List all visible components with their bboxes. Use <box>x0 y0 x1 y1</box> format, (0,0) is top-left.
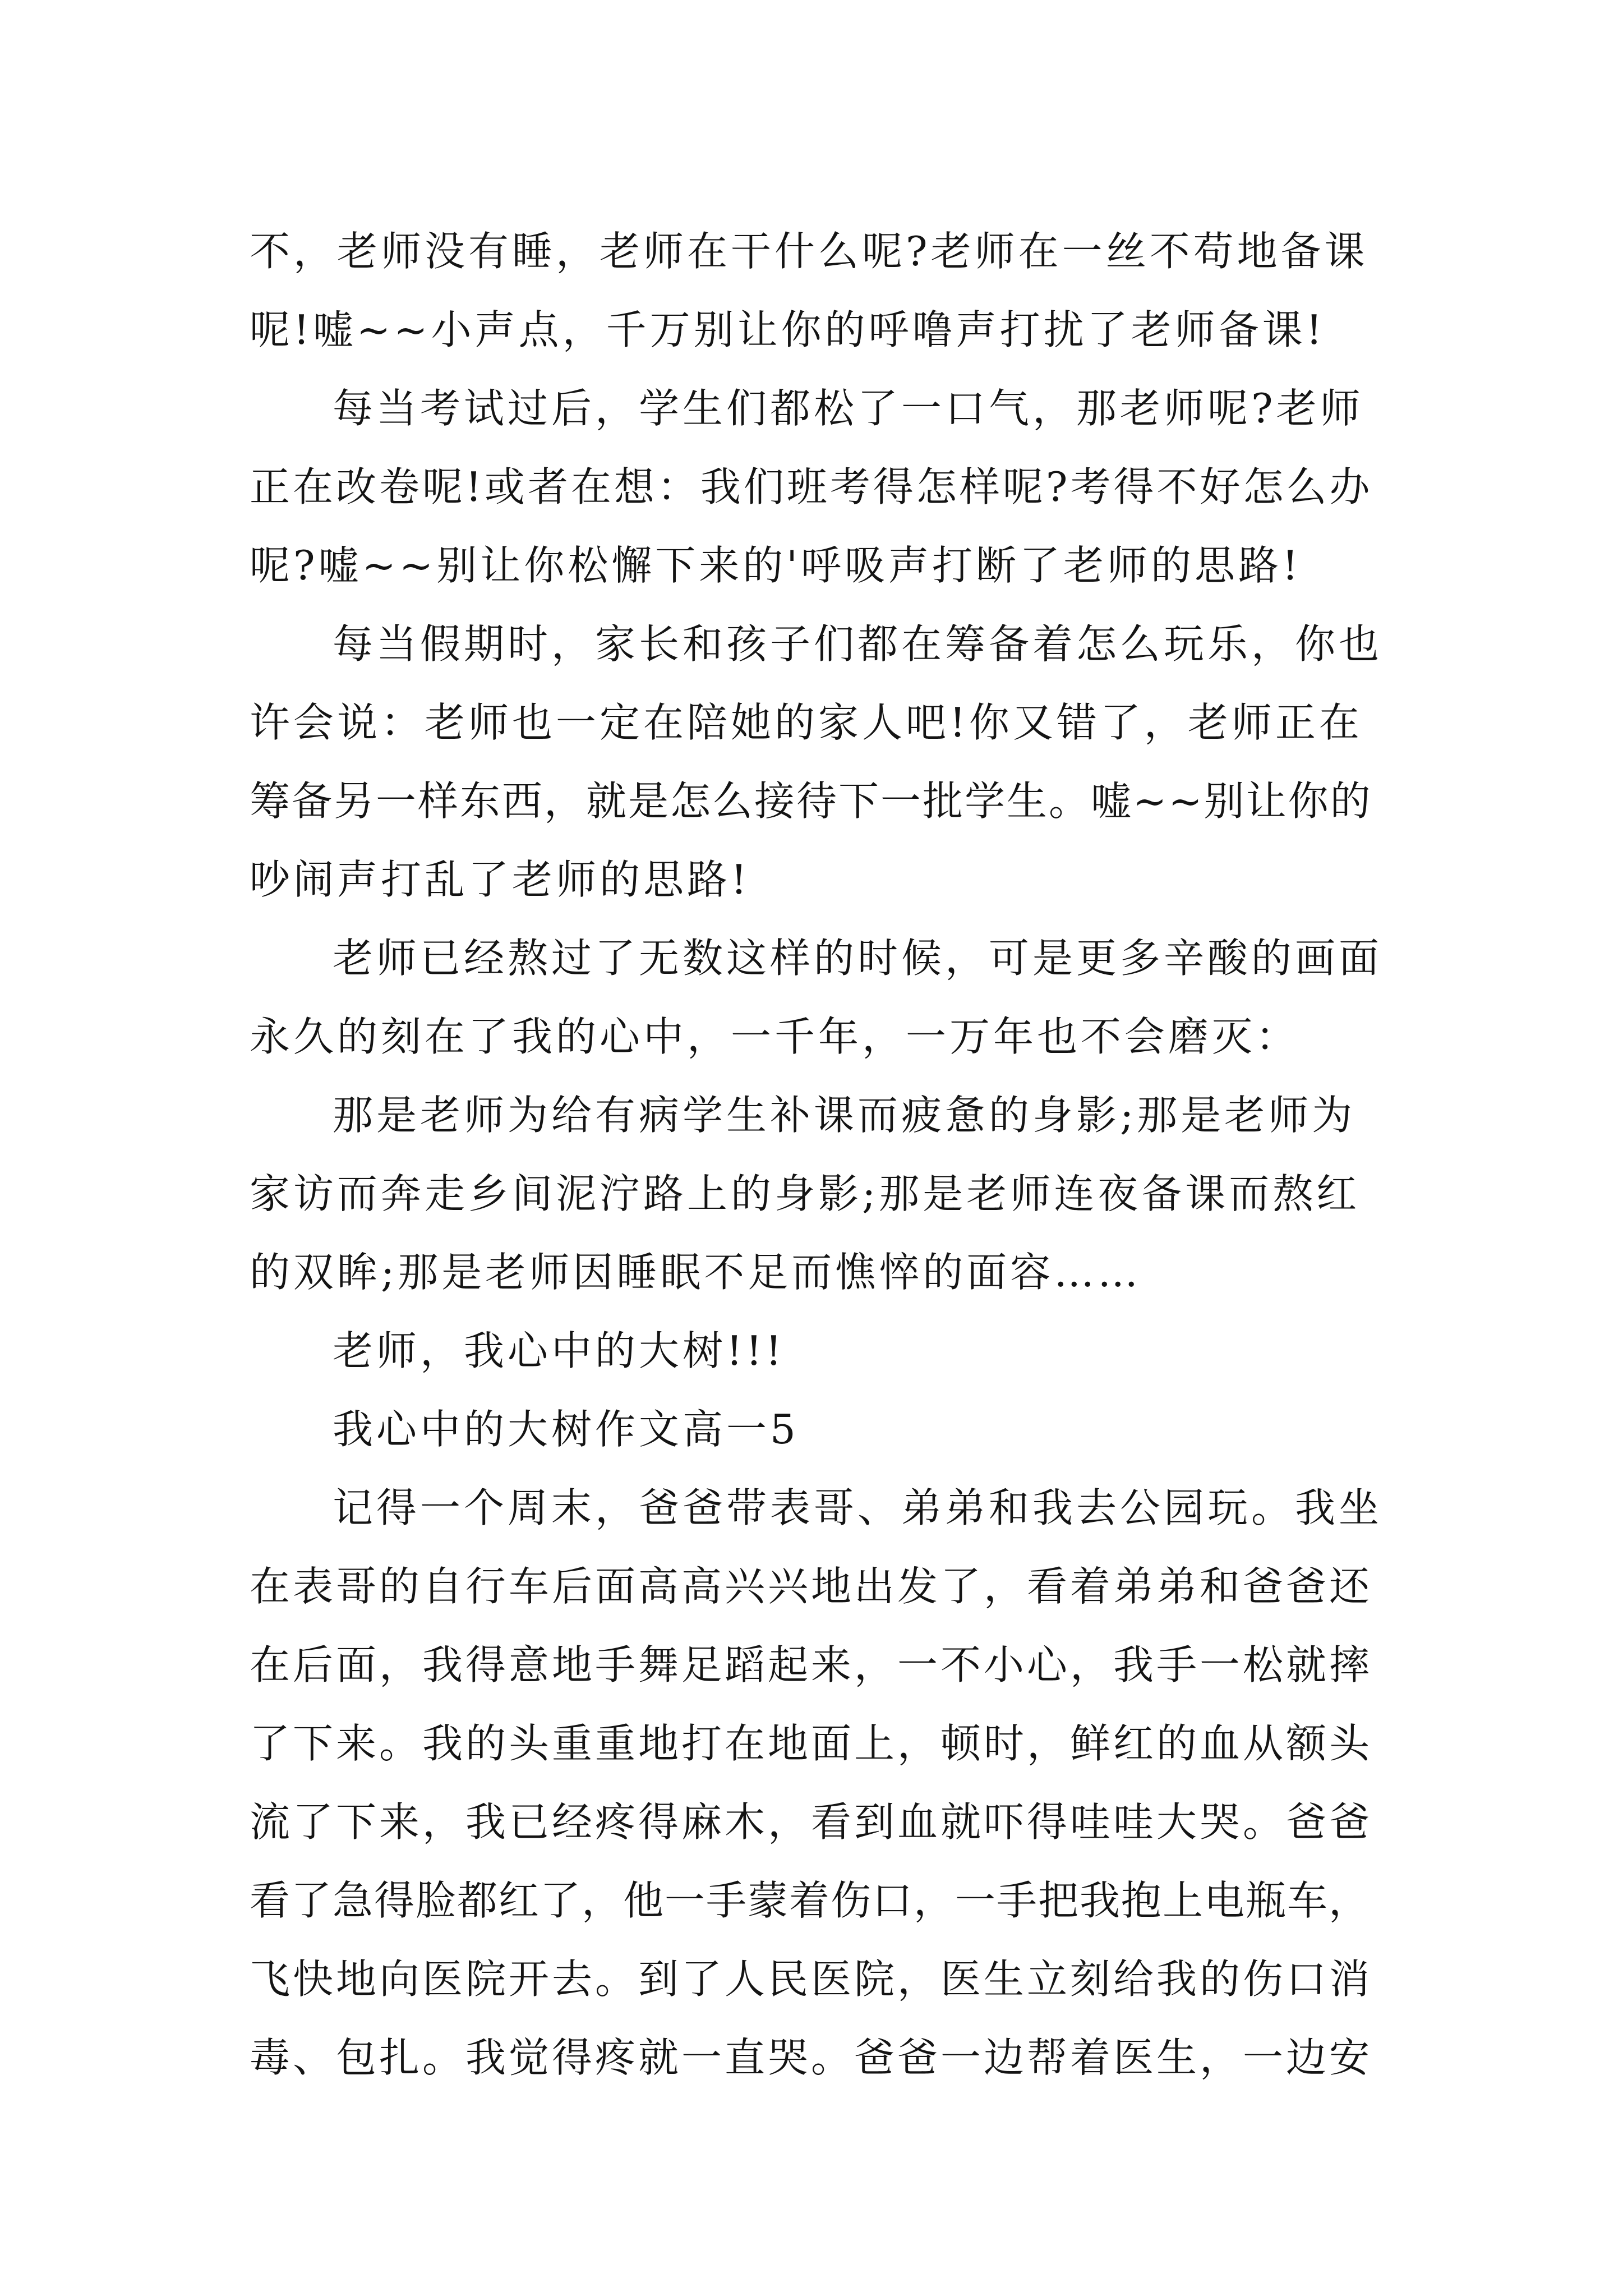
text-line: 在表哥的自行车后面高高兴兴地出发了，看着弟弟和爸爸还 <box>250 1563 1373 1610</box>
text-line: 不，老师没有睡，老师在干什么呢?老师在一丝不苟地备课 <box>250 228 1368 275</box>
text-line: 了下来。我的头重重地打在地面上，顿时，鲜红的血从额头 <box>250 1720 1373 1767</box>
document-body <box>250 212 1382 2097</box>
text-line: 呢?嘘~~别让你松懈下来的'呼吸声打断了老师的思路! <box>250 542 1302 589</box>
text-line: 家访而奔走乡间泥泞路上的身影;那是老师连夜备课而熬红 <box>250 1170 1361 1217</box>
text-line: 每当考试过后，学生们都松了一口气，那老师呢?老师 <box>333 385 1364 432</box>
text-line: 飞快地向医院开去。到了人民医院，医生立刻给我的伤口消 <box>250 1955 1373 2003</box>
text-line: 许会说：老师也一定在陪她的家人吧!你又错了，老师正在 <box>250 699 1363 746</box>
text-line: 毒、包扎。我觉得疼就一直哭。爸爸一边帮着医生，一边安 <box>250 2034 1373 2081</box>
text-line: 筹备另一样东西，就是怎么接待下一批学生。嘘~~别让你的 <box>250 777 1372 825</box>
text-line: 在后面，我得意地手舞足蹈起来，一不小心，我手一松就摔 <box>250 1641 1373 1688</box>
text-line: 我心中的大树作文高一5 <box>333 1406 799 1453</box>
text-line: 老师已经熬过了无数这样的时候，可是更多辛酸的画面 <box>333 935 1383 982</box>
text-line: 那是老师为给有病学生补课而疲惫的身影;那是老师为 <box>333 1092 1356 1139</box>
text-line: 呢!嘘~~小声点，千万别让你的呼噜声打扰了老师备课! <box>250 306 1326 353</box>
text-line: 记得一个周末，爸爸带表哥、弟弟和我去公园玩。我坐 <box>333 1484 1383 1531</box>
text-line: 老师，我心中的大树!!! <box>333 1327 785 1374</box>
text-line: 流了下来，我已经疼得麻木，看到血就吓得哇哇大哭。爸爸 <box>250 1798 1373 1846</box>
text-line: 的双眸;那是老师因睡眠不足而憔悴的面容…… <box>250 1249 1142 1296</box>
text-line: 每当假期时，家长和孩子们都在筹备着怎么玩乐，你也 <box>333 620 1383 668</box>
text-line: 正在改卷呢!或者在想：我们班考得怎样呢?考得不好怎么办 <box>250 463 1373 510</box>
text-line: 永久的刻在了我的心中，一千年，一万年也不会磨灭： <box>250 1013 1300 1060</box>
text-line: 吵闹声打乱了老师的思路! <box>250 856 750 903</box>
text-line: 看了急得脸都红了，他一手蒙着伤口，一手把我抱上电瓶车， <box>250 1877 1371 1924</box>
